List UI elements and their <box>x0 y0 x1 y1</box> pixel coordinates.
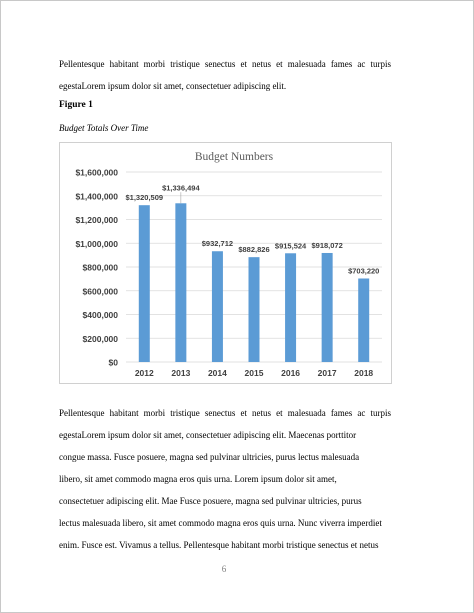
y-tick-label-0: $0 <box>108 357 118 368</box>
y-tick-label-6: $1,200,000 <box>75 215 118 225</box>
paragraph-2-line-1: Pellentesque habitant morbi tristique senectus et netus et malesuada fames ac turpis <box>59 408 391 418</box>
x-tick-label-2012: 2012 <box>134 368 154 378</box>
x-tick-label-2014: 2014 <box>207 368 227 378</box>
data-label-2017: $918,072 <box>311 240 343 250</box>
data-label-2015: $882,826 <box>238 245 270 255</box>
chart-frame <box>59 142 392 384</box>
paragraph-2-line-6: lectus malesuada libero, sit amet commodo magna eros quis urna. Nunc viverra imperdiet <box>59 518 382 528</box>
data-label-2016: $915,524 <box>274 241 307 251</box>
x-tick-label-2013: 2013 <box>171 368 191 378</box>
figure-caption: Budget Totals Over Time <box>59 123 149 133</box>
y-tick-label-5: $1,000,000 <box>75 238 118 249</box>
bar-2015 <box>249 257 260 362</box>
paragraph-1-line-2: egestaLorem ipsum dolor sit amet, consectetuer adipiscing elit. <box>59 81 287 91</box>
data-label-2012: $1,320,509 <box>125 193 164 203</box>
figure-label: Figure 1 <box>59 100 93 110</box>
x-tick-label-2016: 2016 <box>281 368 301 378</box>
paragraph-2-line-5: consectetuer adipiscing elit. Mae Fusce posuere, magna sed pulvinar ultricies, purus <box>59 496 362 506</box>
paragraph-2-line-2: egestaLorem ipsum dolor sit amet, consectetuer adipiscing elit. Maecenas porttitor <box>59 430 357 440</box>
page-number: 6 <box>221 564 227 574</box>
bar-2013 <box>175 203 186 362</box>
paragraph-2-line-7: enim. Fusce est. Vivamus a tellus. Pellentesque habitant morbi tristique senectus et netus <box>59 540 379 550</box>
y-tick-label-3: $600,000 <box>82 286 118 297</box>
y-tick-label-1: $200,000 <box>82 333 118 344</box>
paragraph-2-line-3: congue massa. Fusce posuere, magna sed pulvinar ultricies, purus lectus malesuada <box>59 452 360 462</box>
bar-2017 <box>322 253 333 362</box>
budget-bar-chart <box>60 143 391 383</box>
bar-2012 <box>139 205 150 362</box>
paragraph-2-line-4: libero, sit amet commodo magna eros quis urna. Lorem ipsum dolor sit amet, <box>59 474 337 484</box>
paragraph-1-line-1: Pellentesque habitant morbi tristique senectus et netus et malesuada fames ac turpis <box>59 59 391 69</box>
bar-2018 <box>358 278 369 362</box>
x-tick-label-2018: 2018 <box>354 368 374 378</box>
data-label-2013: $1,336,494 <box>162 183 200 193</box>
data-label-2018: $703,220 <box>348 266 380 276</box>
x-tick-label-2015: 2015 <box>244 368 264 378</box>
y-tick-label-7: $1,400,000 <box>75 191 118 202</box>
data-label-2014: $932,712 <box>201 239 234 249</box>
chart-title: Budget Numbers <box>194 151 274 163</box>
y-tick-label-2: $400,000 <box>82 310 118 320</box>
y-tick-label-4: $800,000 <box>82 262 118 273</box>
y-tick-label-8: $1,600,000 <box>75 167 118 178</box>
bar-2014 <box>212 251 223 362</box>
x-tick-label-2017: 2017 <box>317 368 337 378</box>
bar-2016 <box>285 253 296 362</box>
